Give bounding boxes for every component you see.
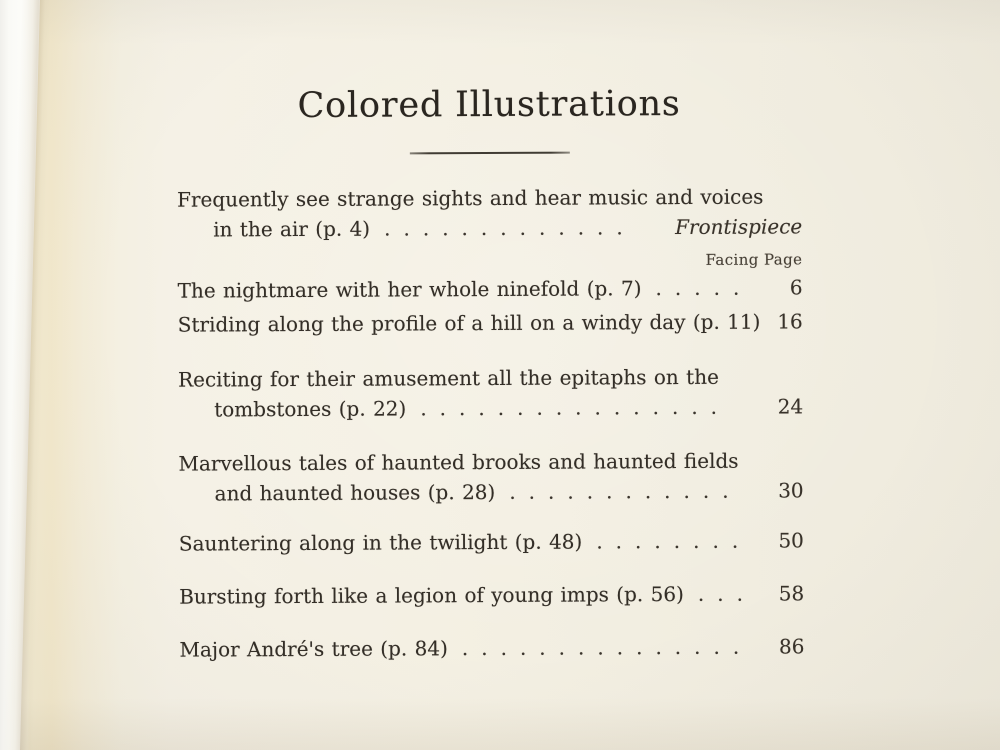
illustrations-list-page xyxy=(176,82,804,664)
dot-leader: ........ xyxy=(596,528,752,554)
entry-page-number: 50 xyxy=(778,528,804,553)
toc-entry xyxy=(179,631,804,664)
entry-text: Striding along the profile of a hill on a windy day (p. 11) xyxy=(177,309,761,337)
entry-line xyxy=(179,631,804,664)
entry-page-number: 6 xyxy=(789,275,803,300)
entry-line xyxy=(178,391,803,424)
toc-entry xyxy=(177,272,802,305)
entry-page-number: 24 xyxy=(777,394,804,419)
entry-page-number: 86 xyxy=(778,634,805,659)
dot-leader: ................ xyxy=(420,394,731,421)
entry-line xyxy=(177,211,802,244)
toc-entry xyxy=(179,578,804,611)
entry-text: Major André's tree (p. 84) xyxy=(179,636,448,662)
toc-entry xyxy=(179,525,804,558)
entry-text: Reciting for their amusement all the epitaphs on the xyxy=(177,364,719,392)
entry-page-number: 58 xyxy=(778,581,805,606)
entry-text: Bursting forth like a legion of young imps (p. 56) xyxy=(179,581,684,609)
dot-leader: ..... xyxy=(655,275,753,301)
dot-leader: ... xyxy=(697,581,756,606)
entry-line xyxy=(179,578,804,611)
title-divider-rule xyxy=(409,152,569,155)
entry-line xyxy=(178,361,803,394)
entry-text: The nightmare with her whole ninefold (p. 7) xyxy=(177,276,642,303)
toc-entry xyxy=(178,306,803,339)
toc-entry xyxy=(178,361,803,424)
entry-text: Frequently see strange sights and hear music and voices xyxy=(177,184,764,212)
entry-text: in the air (p. 4) xyxy=(213,216,371,242)
entry-page-number: 30 xyxy=(778,478,804,503)
entry-line xyxy=(179,475,804,508)
entry-line xyxy=(179,525,804,558)
toc-entry xyxy=(177,181,802,244)
entry-text: Sauntering along in the twilight (p. 48) xyxy=(178,529,583,556)
dot-leader: ............ xyxy=(509,478,742,504)
entry-text: tombstones (p. 22) xyxy=(214,396,407,422)
toc-entry xyxy=(178,445,803,508)
entry-text: Marvellous tales of haunted brooks and haunted fields xyxy=(178,448,739,476)
dot-leader: ............... xyxy=(461,634,753,661)
entry-line xyxy=(177,272,802,305)
dot-leader: ............. xyxy=(384,215,636,241)
entry-page-number: Frontispiece xyxy=(675,214,803,240)
entry-line xyxy=(177,181,802,214)
entry-line xyxy=(178,445,803,478)
page-title: Colored Illustrations xyxy=(297,84,681,127)
entry-line xyxy=(178,306,803,339)
entry-text: and haunted houses (p. 28) xyxy=(214,479,496,506)
facing-page-label: Facing Page xyxy=(705,250,803,269)
entry-page-number: 16 xyxy=(777,309,803,334)
